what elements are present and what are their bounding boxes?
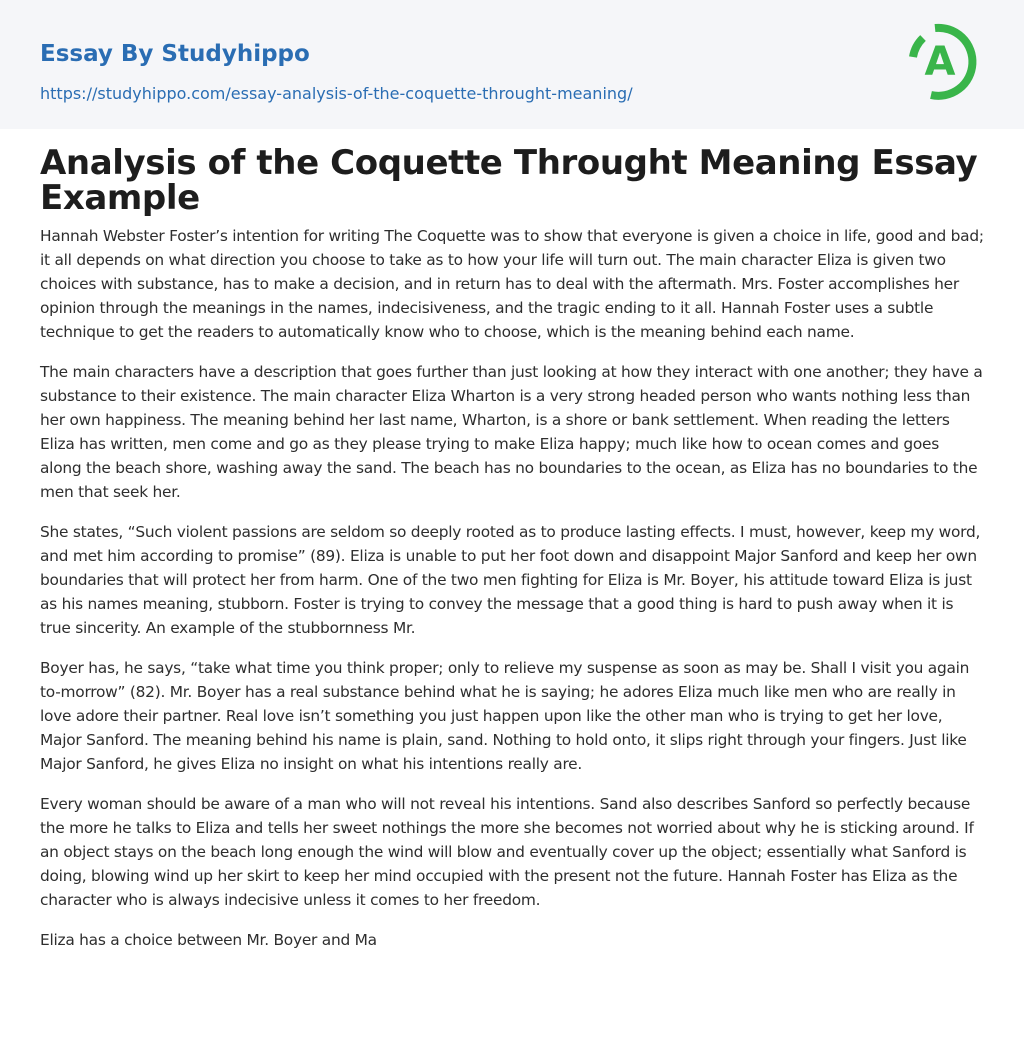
essay-title: Analysis of the Coquette Throught Meaning Essay Example <box>40 143 978 218</box>
essay-paragraph-4: Boyer has, he says, “take what time you think proper; only to relieve my suspense as soon as may be. Shall I visit you again to-morrow” (82). Mr. Boyer has a real substance behind what he is saying; he adores Eliza much like men who are really in love adore their partner. Real love isn’t something you just happen upon like the other man who is trying to get her love, Major Sanford. The meaning behind his name is plain, sand. Nothing to hold onto, it slips right through your fingers. Just like Major Sanford, he gives Eliza no insight on what his intentions really are. <box>40 659 970 773</box>
site-brand[interactable]: Essay By Studyhippo <box>40 41 310 67</box>
essay-paragraph-2: The main characters have a description that goes further than just looking at how they interact with one another; they have a substance to their existence. The main character Eliza Wharton is a very strong headed person who wants nothing less than her own happiness. The meaning behind her last name, Wharton, is a shore or bank settlement. When reading the letters Eliza has written, men come and go as they please trying to make Eliza happy; much like how to ocean comes and goes along the beach shore, washing away the sand. The beach has no boundaries to the ocean, as Eliza has no boundaries to the men that seek her. <box>40 363 983 501</box>
studyhippo-logo-icon[interactable] <box>909 17 989 107</box>
logo-letter: A <box>924 39 956 85</box>
essay-paragraph-6: Eliza has a choice between Mr. Boyer and Ma <box>40 931 377 949</box>
essay-paragraph-1: Hannah Webster Foster’s intention for writing The Coquette was to show that everyone is given a choice in life, good and bad; it all depends on what direction you choose to take as to how your life will turn out. The main character Eliza is given two choices with substance, has to make a decision, and in return has to deal with the aftermath. Mrs. Foster accomplishes her opinion through the meanings in the names, indecisiveness, and the tragic ending to it all. Hannah Foster uses a subtle technique to get the readers to automatically know who to choose, which is the meaning behind each name. <box>40 227 984 341</box>
essay-paragraph-5: Every woman should be aware of a man who will not reveal his intentions. Sand also describes Sanford so perfectly because the more he talks to Eliza and tells her sweet nothings the more she becomes not worried about why he is sticking around. If an object stays on the beach long enough the wind will blow and eventually cover up the object; essentially what Sanford is doing, blowing wind up her skirt to keep her mind occupied with the present not the future. Hannah Foster has Eliza as the character who is always indecisive unless it comes to her freedom. <box>40 795 974 909</box>
site-header <box>0 0 1024 129</box>
essay-article <box>40 143 985 968</box>
source-url-link[interactable]: https://studyhippo.com/essay-analysis-of-the-coquette-throught-meaning/ <box>40 84 633 103</box>
essay-paragraph-3: She states, “Such violent passions are seldom so deeply rooted as to produce lasting effects. I must, however, keep my word, and met him according to promise” (89). Eliza is unable to put her foot down and disappoint Major Sanford and keep her own boundaries that will protect her from harm. One of the two men fighting for Eliza is Mr. Boyer, his attitude toward Eliza is just as his names meaning, stubborn. Foster is trying to convey the message that a good thing is hard to push away when it is true sincerity. An example of the stubbornness Mr. <box>40 523 981 637</box>
